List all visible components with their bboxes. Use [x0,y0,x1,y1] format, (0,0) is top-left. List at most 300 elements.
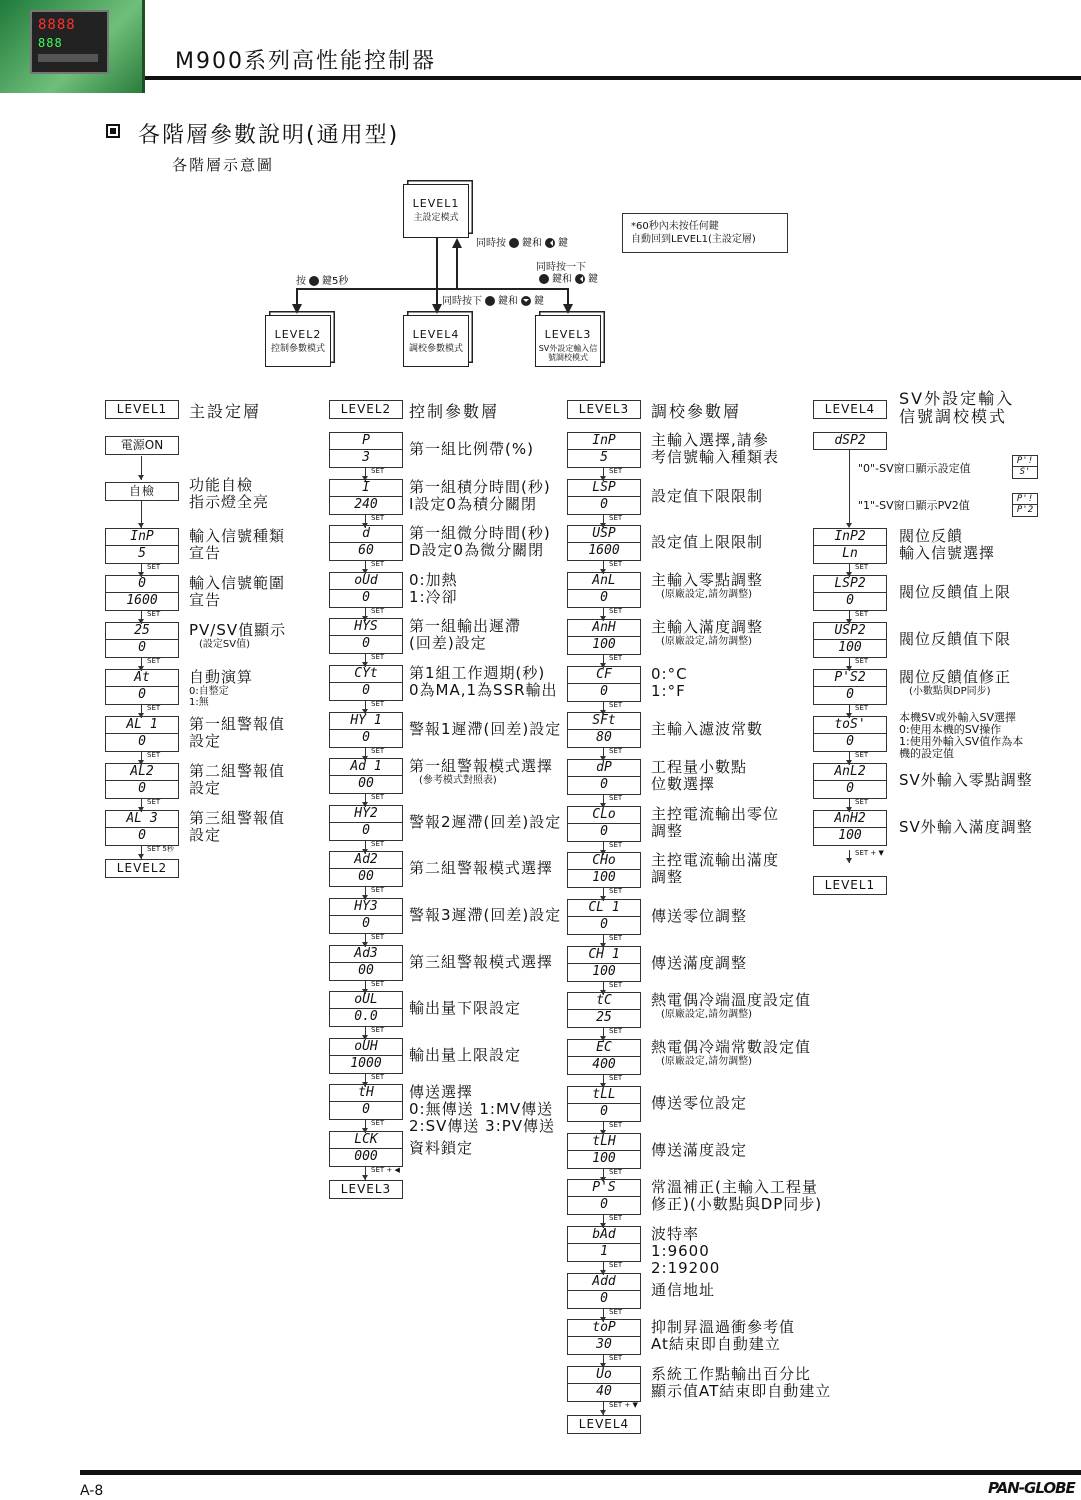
desc-line: 熱電偶冷端溫度設定值 [651,991,812,1010]
col2-desc-15 [409,1140,473,1157]
col2-param-11 [329,945,403,981]
desc-line: 設定 [189,779,222,797]
param-code: InP [105,528,179,546]
param-code: dSP2 [813,432,887,450]
param-value: 0 [105,781,179,799]
desc-line: 2:19200 [651,1258,721,1277]
diagram-subtitle: 各階層示意圖 [172,156,275,174]
desc-line: PV/SV值顯示 [189,621,287,639]
desc-line: 熱電偶冷端常數設定值 [651,1038,812,1057]
desc-line: 傳送滿度調整 [651,953,748,972]
col3-param-2 [567,525,641,561]
param-code: I [329,479,403,497]
col1-param-2 [105,622,179,658]
param-code: bAd [567,1226,641,1244]
logo-digits-bottom: 888 [38,36,63,50]
param-value: 0 [329,636,403,654]
set-arrow [567,1402,641,1415]
desc-line: 設定 [189,826,222,844]
label-level3-combo: 同時按一下 鍵和 鍵 [536,262,598,285]
set-label: SET [371,513,385,522]
param-code: LSP2 [813,575,887,593]
col1-param-5 [105,763,179,799]
param-code: AnH2 [813,810,887,828]
section-bullet-icon [106,124,120,138]
param-value: 0 [329,590,403,608]
col4-desc-4 [899,712,1023,760]
param-code: Ad2 [329,851,403,869]
param-code: AnH [567,619,641,637]
param-value: 0 [567,1197,641,1215]
set-label: SET [609,1074,623,1083]
col1-desc-5 [189,763,285,797]
desc-line: 輸出量下限設定 [409,999,522,1018]
dsp-connector [849,450,850,524]
param-code: HY 1 [329,712,403,730]
set-arrow [105,846,179,859]
param-value: 0 [567,1104,641,1122]
desc-line: 警報3遲滯(回差)設定 [409,906,562,924]
col1-desc-0 [189,528,285,562]
param-value: 0 [567,824,641,842]
param-code: USP [567,525,641,543]
set-label: SET [609,934,623,942]
desc-line: 主控電流輸出零位 [651,804,780,823]
param-value: 00 [329,869,403,887]
col3-param-12 [567,992,641,1028]
col2-desc-10 [409,907,561,924]
col3-header: LEVEL3 [567,400,641,419]
col2-param-12 [329,991,403,1027]
set-label: SET [371,886,385,895]
set-label: SET [609,1260,623,1269]
param-code: InP [567,432,641,450]
param-value: 1000 [329,1056,403,1074]
set-label: SET [609,653,623,662]
col3-desc-7 [651,759,747,793]
diagram-level1-name: LEVEL1 [412,197,460,210]
col4-desc-1 [899,584,1011,601]
col1-param-1 [105,575,179,611]
param-code: HYS [329,618,403,636]
set-arrow [329,1167,403,1180]
col2-desc-5 [409,665,558,699]
param-code: CYt [329,665,403,683]
set-arrow [813,515,887,528]
desc-line: SV外輸入零點調整 [899,771,1033,789]
col3-desc-10 [651,908,747,925]
desc-line: 設定 [189,732,222,750]
col3-desc-8 [651,806,779,840]
col4-desc-2 [899,631,1011,648]
col4-param-4 [813,716,887,752]
col3-desc-17 [651,1226,720,1277]
col4-param-1 [813,575,887,611]
diagram-level1-box [403,184,469,238]
set-label: SET [147,657,161,665]
desc-line: 警報2遲滯(回差)設定 [409,812,562,831]
set-label: SET [371,653,385,662]
col2-desc-2 [409,525,551,559]
col1-desc-1 [189,575,285,609]
col3-desc-18 [651,1282,715,1299]
col3-desc-0 [651,432,779,466]
param-code: P [329,432,403,450]
col1-desc-3 [189,669,253,708]
param-value: 0 [813,734,887,752]
col1-end: LEVEL2 [105,859,179,878]
col2-end: LEVEL3 [329,1180,403,1199]
col2-param-2 [329,525,403,561]
desc-line: 設定值下限限制 [651,486,764,505]
param-code: HY2 [329,805,403,823]
set-label: SET [855,610,869,618]
set-label: SET [855,751,869,759]
desc-line: 資料鎖定 [409,1139,474,1157]
col2-param-9 [329,851,403,887]
set-label: SET [371,746,385,755]
col4-param-2 [813,622,887,658]
param-code: Ad 1 [329,758,403,776]
param-code: LCK [329,1131,403,1149]
col3-desc-6 [651,721,763,738]
set-key-icon [509,238,519,248]
param-value: 0 [105,640,179,658]
param-value: 0 [567,777,641,795]
param-code: CL 1 [567,899,641,917]
set-label: SET [371,1119,385,1128]
label-down-combo: 同時按下 鍵和 鍵 [442,296,544,307]
param-value: 60 [329,543,403,561]
col3-param-1 [567,479,641,515]
set-label: SET [855,657,869,665]
col3-desc-15 [651,1142,747,1159]
param-value: 1600 [105,593,179,611]
desc-line: 0:°C [651,664,688,683]
param-code: 25 [105,622,179,640]
desc-line: 第一組警報模式選擇 [409,757,554,776]
param-code: CLo [567,806,641,824]
col3-param-18 [567,1273,641,1309]
param-value: 0 [329,683,403,701]
down-key-icon [521,296,531,306]
desc-line: 傳送零位設定 [651,1093,748,1112]
col4-desc-5 [899,772,1033,789]
col3-param-16 [567,1179,641,1215]
desc-line: 第1組工作週期(秒) [409,664,546,682]
desc-line: 傳送滿度設定 [651,1140,748,1159]
param-code: LSP [567,479,641,497]
param-value: 0 [329,916,403,934]
col1-param-3 [105,669,179,705]
col4-desc-0 [899,528,995,562]
col3-param-0 [567,432,641,468]
diagram-level2-name: LEVEL2 [274,328,322,341]
left-key-icon [575,274,585,284]
desc-line: SV外輸入滿度調整 [899,818,1033,836]
desc-note: (小數點與DP同步) [909,686,991,697]
desc-line: 波特率 [651,1224,700,1243]
desc-note: (原廠設定,請勿調整) [661,635,752,647]
param-value: 100 [813,828,887,846]
param-code: tLL [567,1086,641,1104]
desc-line: 調整 [651,868,684,887]
set-label: SET [855,563,869,571]
set-label: SET [609,840,623,849]
arrow-to-level2-icon [292,304,302,314]
set-label: SET [609,1354,623,1363]
col4-param-0 [813,528,887,564]
diagram-level3-sub: SV外設定輸入信號調校模式 [538,344,598,362]
col2-param-0 [329,432,403,468]
logo-digits-top: 8888 [38,17,76,33]
desc-line: 輸出量上限設定 [409,1045,522,1064]
col4-desc-3 [899,669,1011,697]
desc-line: 設定值上限限制 [651,533,764,552]
param-code: toP [567,1319,641,1337]
set-key-icon [309,276,319,286]
col3-param-17 [567,1226,641,1262]
param-value: 400 [567,1057,641,1075]
param-value: 0 [567,917,641,935]
col3-param-14 [567,1086,641,1122]
desc-line: 第二組警報模式選擇 [409,859,554,878]
diagram-level3-box [535,315,601,367]
desc-line: 第三組警報值 [189,809,286,827]
diagram-level1-sub: 主設定模式 [413,213,459,223]
param-value: 0 [567,497,641,515]
param-code: CH 1 [567,946,641,964]
desc-line: 閥位反饋值修正 [899,668,1012,686]
set-label: SET [609,607,623,616]
set-label: SET [609,560,623,569]
param-value: 80 [567,730,641,748]
param-value: 100 [567,637,641,655]
mini-line: P'! [1012,493,1038,505]
col2-param-13 [329,1038,403,1074]
set-label: SET [371,1026,385,1035]
desc-line: 0:無傳送 1:MV傳送 [409,1100,554,1119]
param-value: 00 [329,963,403,981]
desc-note: (原廠設定,請勿調整) [661,1009,752,1021]
desc-line: 第一組比例帶(%) [409,440,534,458]
desc-line: 輸入信號選擇 [899,544,996,562]
col2-desc-14 [409,1084,555,1135]
col1-param-4 [105,716,179,752]
param-code: d [329,525,403,543]
col3-desc-5 [651,666,688,700]
desc-line: 第一組輸出遲滯 [409,617,522,636]
param-code: Add [567,1273,641,1291]
set-label: SET [609,513,623,522]
param-value: 0 [567,684,641,702]
diagram-level2-box [265,315,331,367]
param-value: 5 [567,450,641,468]
col2-desc-11 [409,954,553,971]
param-value: Ln [813,546,887,564]
set-label: SET [147,704,161,712]
set-arrow [813,850,887,863]
col2-param-5 [329,665,403,701]
mini-display-icon [1012,493,1038,517]
set-label: SET [609,1120,623,1129]
col2-param-15 [329,1131,403,1167]
set-label: SET [147,563,161,571]
col2-param-14 [329,1084,403,1120]
desc-line: 0為MA,1為SSR輸出 [409,681,558,699]
col1-desc-4 [189,716,285,750]
col2-param-10 [329,898,403,934]
col3-param-10 [567,899,641,935]
param-code: oUd [329,572,403,590]
selfcheck-box: 自檢 [105,482,179,501]
desc-small: 1:無 [189,697,209,708]
param-code: Uo [567,1366,641,1384]
desc-line: 閥位反饋值下限 [899,630,1012,648]
col2-header: LEVEL2 [329,400,403,419]
arrow-to-level3-icon [563,304,573,314]
param-code: AnL2 [813,763,887,781]
diagram-center-line [436,238,438,305]
diagram-bus-line [296,288,568,290]
brand-logo: PAN-GLOBE [988,1479,1075,1497]
col2-desc-13 [409,1047,521,1064]
set-label: SET [371,606,385,615]
col2-desc-1 [409,479,551,513]
col2-desc-9 [409,860,553,877]
col3-param-4 [567,619,641,655]
col3-param-19 [567,1319,641,1355]
param-code: InP2 [813,528,887,546]
set-label: SET [609,467,623,475]
param-code: toS' [813,716,887,734]
desc-line: I設定0為積分關閉 [409,494,537,513]
set-label: SET [371,467,385,475]
desc-line: 修正)(小數點與DP同步) [651,1195,823,1214]
col4-title: SV外設定輸入 信號調校模式 [899,389,1015,426]
set-label: SET + ▼ [855,849,884,857]
col3-end: LEVEL4 [567,1415,641,1434]
set-label: SET [371,979,385,988]
desc-line: 2:SV傳送 3:PV傳送 [409,1117,556,1136]
desc-line: 第二組警報值 [189,762,286,780]
desc-line: At結束即自動建立 [651,1335,781,1354]
param-code: tH [329,1084,403,1102]
col3-desc-4 [651,619,763,647]
param-value: 0 [567,1291,641,1309]
set-label: SET [855,704,869,712]
mini-line: P'! [1012,455,1038,467]
set-key-icon [539,274,549,284]
param-code: P'S [567,1179,641,1197]
param-code: AnL [567,572,641,590]
col3-desc-1 [651,488,763,505]
col3-desc-14 [651,1095,747,1112]
param-value: 100 [567,964,641,982]
col3-desc-13 [651,1039,811,1067]
set-label: SET [371,839,385,848]
desc-line: 第一組警報值 [189,715,286,733]
set-label: SET [371,793,385,802]
set-label: SET [609,747,623,756]
col4-dsp2 [813,432,887,450]
set-label: SET [609,1214,623,1223]
label-return-level1: 同時按 鍵和 鍵 [476,238,568,249]
set-label: SET [609,887,623,896]
col3-title: 調校參數層 [651,402,742,421]
desc-small: 機的設定值 [899,747,954,760]
desc-line: 閥位反饋 [899,527,964,545]
set-key-icon [485,296,495,306]
desc-line: 主輸入零點調整 [651,571,764,590]
desc-line: 自動演算 [189,668,254,686]
desc-line: 1:9600 [651,1241,710,1260]
timeout-note: *60秒內未按任何鍵 自動回到LEVEL1(主設定層) [622,213,788,253]
col2-desc-12 [409,1000,521,1017]
set-label: SET [371,933,385,941]
param-value: 1 [567,1244,641,1262]
col3-param-11 [567,946,641,982]
col1-desc-2 [189,622,286,650]
desc-small: 本機SV或外輸入SV選擇 [899,711,1017,724]
desc-line: 調整 [651,821,684,840]
section-title: 各階層參數說明(通用型) [138,123,400,148]
col4-end: LEVEL1 [813,876,887,895]
col3-desc-20 [651,1366,831,1400]
col2-param-4 [329,618,403,654]
desc-line: 第一組積分時間(秒) [409,477,551,496]
diagram-level3-name: LEVEL3 [544,328,592,341]
col3-param-7 [567,759,641,795]
desc-line: 輸入信號種類 [189,527,286,545]
param-code: AL 1 [105,716,179,734]
col4-dsp-opt0: "0"-SV窗口顯示設定值 [858,462,971,475]
desc-line: 主控電流輸出滿度 [651,851,780,870]
param-code: At [105,669,179,687]
param-value: 0 [329,823,403,841]
left-key-icon [545,238,555,248]
col1-header: LEVEL1 [105,400,179,419]
param-code: EC [567,1039,641,1057]
selfcheck-desc: 功能自檢 指示燈全亮 [189,476,270,511]
param-value: 40 [567,1384,641,1402]
power-on-box: 電源ON [105,436,179,455]
col4-param-6 [813,810,887,846]
desc-line: 考信號輸入種類表 [651,448,780,466]
desc-line: 0:加熱 [409,570,458,589]
param-value: 30 [567,1337,641,1355]
controller-image [30,10,109,74]
set-label: SET [609,980,623,989]
param-code: tLH [567,1133,641,1151]
desc-line: 抑制昇溫過衝參考值 [651,1318,796,1337]
col2-param-6 [329,712,403,748]
desc-note: (參考模式對照表) [419,775,497,787]
set-label: SET [855,798,869,806]
param-value: 3 [329,450,403,468]
param-value: 0 [813,687,887,705]
desc-line: 通信地址 [651,1280,716,1299]
param-code: CHo [567,852,641,870]
set-label: SET [609,1167,623,1176]
col3-desc-3 [651,572,763,600]
param-value: 0 [105,687,179,705]
set-label: SET [147,798,161,806]
param-value: 0 [813,781,887,799]
col2-param-3 [329,572,403,608]
col3-param-20 [567,1366,641,1402]
desc-line: 主輸入選擇,請參 [651,431,769,449]
